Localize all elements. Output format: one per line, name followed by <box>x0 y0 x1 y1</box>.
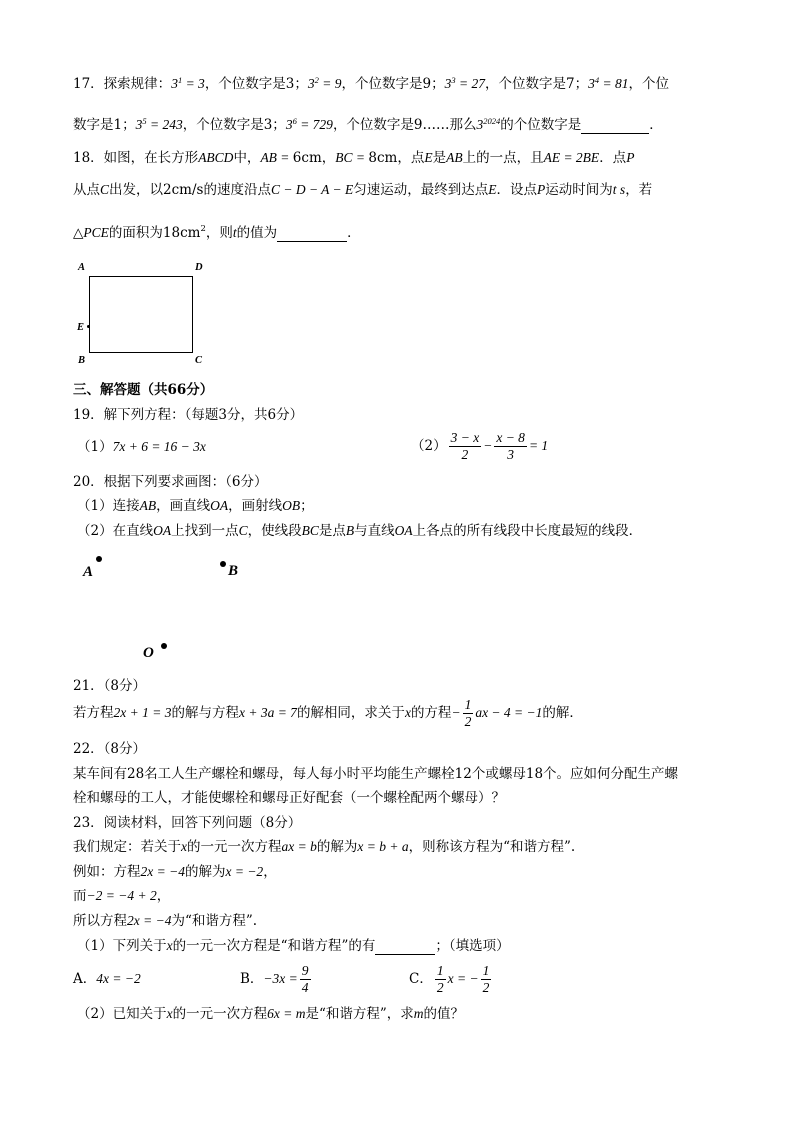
q18-line2: 从点C出发，以2cm/s的速度沿点C − D − A − E匀速运动，最终到达点E．设点P运动时间为t s，若 <box>73 182 653 198</box>
q19-part1: （1）7x + 6 = 16 − 3x <box>77 439 206 455</box>
q23-s1: （1）下列关于x的一元一次方程是“和谐方程”的有 ；（填选项） <box>77 938 510 954</box>
q20-s1: （1）连接AB，画直线OA，画射线OB； <box>77 498 314 514</box>
q23-example: 例如：方程2x = −4的解为x = −2， <box>73 864 277 880</box>
label-E: E <box>77 322 85 333</box>
point-O-label: O <box>143 645 154 661</box>
q23-option-c: C． $\frac{1}{2}$ x = − $\frac{1}{2}$ <box>409 963 490 995</box>
label-D: D <box>195 262 203 273</box>
q22-line1: 某车间有28名工人生产螺栓和螺母，每人每小时平均能生产螺栓12个或螺母18个。应如何分配生产螺 <box>73 766 679 782</box>
label-A: A <box>78 262 86 273</box>
q21-body: 若方程2x + 1 = 3的解与方程x + 3a = 7的解相同，求关于x的方程− $\frac{1}{2}$ ax − 4 = −1的解． <box>73 697 583 729</box>
answer-blank[interactable] <box>581 118 649 134</box>
q19-part2: （2） $\frac{3 - x}{2}$ − $\frac{x - 8}{3}$ = 1 <box>411 430 549 462</box>
point-O-dot <box>161 643 167 649</box>
q23-and: 而−2 = −4 + 2， <box>73 888 171 904</box>
q19-stem: 19．解下列方程：（每题3分，共6分） <box>73 407 304 423</box>
q20-stem: 20．根据下列要求画图：（6分） <box>73 474 268 490</box>
q18-line3: △PCE的面积为$18cm^2$，则t的值为 ． <box>73 224 361 241</box>
label-B: B <box>78 355 86 366</box>
q17-line2: 数字是1；$3^5 = 243$，个位数字是3；$3^6 = 729$，个位数字是9……那么$3^{2024}$的个位数字是 ． <box>73 116 663 133</box>
label-C: C <box>195 355 203 366</box>
q21-head: 21．（8分） <box>73 678 147 694</box>
point-B-dot <box>220 561 226 567</box>
q23-option-a: A．4x = −2 <box>73 971 141 987</box>
q20-s2: （2）在直线OA上找到一点C，使线段BC是点B与直线OA上各点的所有线段中长度最短的线段． <box>77 523 643 539</box>
answer-blank[interactable] <box>375 939 435 955</box>
section-title: 三、解答题（共66分） <box>73 382 214 398</box>
point-E-dot <box>87 325 90 328</box>
q23-head: 23．阅读材料，回答下列问题（8分） <box>73 815 302 831</box>
q22-head: 22．（8分） <box>73 741 147 757</box>
point-B-label: B <box>228 563 239 579</box>
point-A-label: A <box>83 564 94 580</box>
q23-definition: 我们规定：若关于x的一元一次方程ax = b的解为x = b + a，则称该方程为“和谐方程”. <box>73 839 576 855</box>
q23-so: 所以方程2x = −4为“和谐方程”. <box>73 913 258 929</box>
point-A-dot <box>96 556 102 562</box>
q17-line1: 17．探索规律：$3^1 = 3$，个位数字是3；$3^2 = 9$，个位数字是9；$3^3 = 27$，个位数字是7；$3^4 = 81$，个位 <box>73 75 669 92</box>
q18-line1: 18．如图，在长方形ABCD中，AB = 6cm，BC = 8cm，点E是AB上的一点，且AE = 2BE．点P <box>73 150 635 166</box>
answer-blank[interactable] <box>277 226 347 242</box>
q22-line2: 栓和螺母的工人，才能使螺栓和螺母正好配套（一个螺栓配两个螺母）？ <box>73 790 505 806</box>
q23-s2: （2）已知关于x的一元一次方程6x = m是“和谐方程”，求m的值？ <box>77 1006 465 1022</box>
rectangle-figure <box>89 276 193 353</box>
q23-option-b: B．−3x = $\frac{9}{4}$ <box>240 963 309 995</box>
